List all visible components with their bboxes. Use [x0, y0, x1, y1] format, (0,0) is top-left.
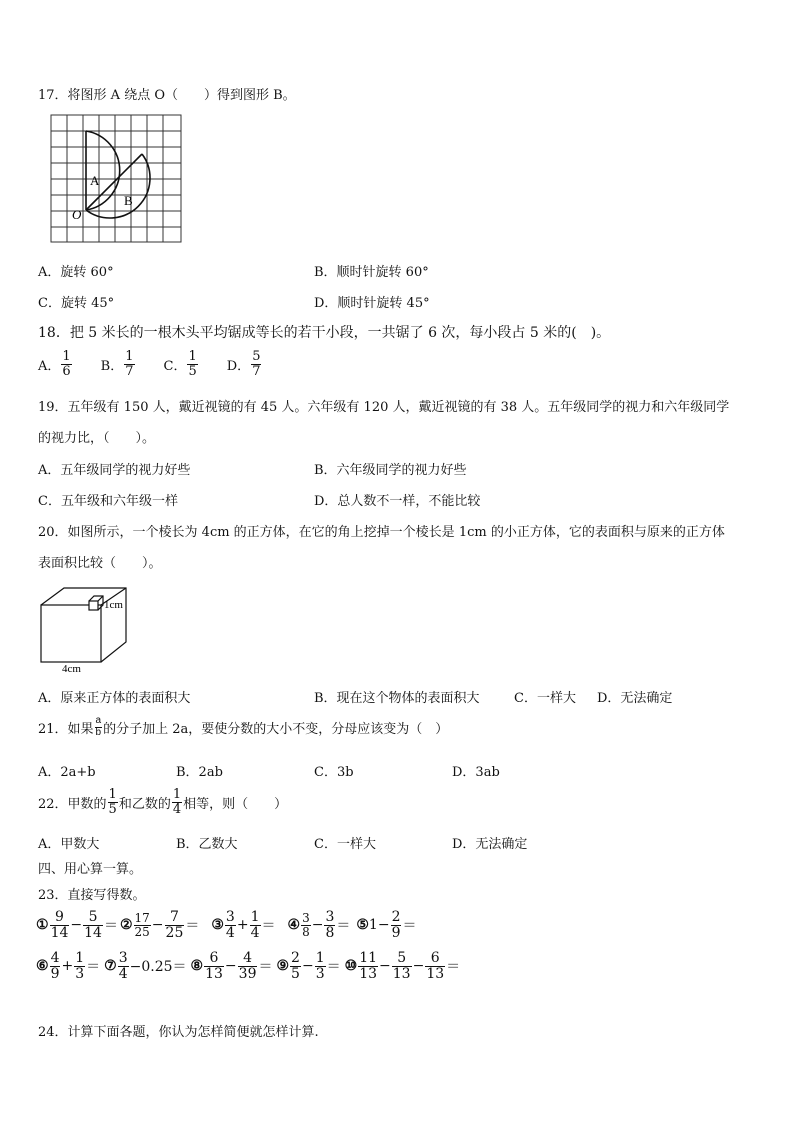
q22-option-d[interactable]: D．无法确定: [452, 837, 528, 852]
q20-label-1cm: 1cm: [104, 599, 123, 611]
q21-option-d[interactable]: D．3ab: [452, 765, 500, 780]
q18-options: [38, 350, 262, 378]
q20-option-c[interactable]: C．一样大: [514, 691, 576, 706]
q20-stem-line2: 表面积比较（ ）。: [38, 556, 162, 571]
q22-option-a[interactable]: A．甲数大: [38, 837, 100, 852]
q17-option-b[interactable]: B．顺时针旋转 60°: [314, 265, 429, 280]
q19-option-d[interactable]: D．总人数不一样，不能比较: [314, 494, 481, 509]
q20-option-d[interactable]: D．无法确定: [597, 691, 673, 706]
q23-row-1: [36, 910, 416, 940]
q23-expr-2: ② $\frac{17}{25}$ − $\frac{7}{25}$ ＝: [119, 909, 200, 941]
q22-option-b[interactable]: B．乙数大: [176, 837, 238, 852]
q19-option-a[interactable]: A．五年级同学的视力好些: [38, 463, 191, 478]
q18-option-a[interactable]: A． $\frac{1}{6}$: [38, 349, 71, 379]
q17-label-B: B: [124, 193, 133, 208]
q17-label-A: A: [90, 173, 100, 188]
q21-stem: 21．如果 $\frac{a}{b}$ 的分子加上 2a，要使分数的大小不变，分母应该变为（ ）: [38, 715, 449, 738]
q21-option-c[interactable]: C．3b: [314, 765, 354, 780]
q22-option-c[interactable]: C．一样大: [314, 837, 376, 852]
q18-option-c[interactable]: C． $\frac{1}{5}$: [163, 349, 197, 379]
q18-stem: 18．把 5 米长的一根木头平均锯成等长的若干小段，一共锯了 6 次，每小段占 5 米的( )。: [38, 325, 611, 341]
section-4-heading: 四、用心算一算。: [38, 862, 143, 877]
q17-option-d[interactable]: D．顺时针旋转 45°: [314, 296, 430, 311]
q23-expr-4: ④ $\frac{3}{8}$ − $\frac{3}{8}$ ＝: [287, 909, 351, 941]
q23-expr-1: ① $\frac{9}{14}$ − $\frac{5}{14}$ ＝: [36, 909, 118, 941]
q23-expr-10: ⑩ $\frac{11}{13}$ − $\frac{5}{13}$ − $\frac{6}{13}$ ＝: [344, 950, 461, 982]
q20-option-b[interactable]: B．现在这个物体的表面积大: [314, 691, 480, 706]
q21-option-a[interactable]: A．2a+b: [38, 765, 96, 780]
q23-row-2: [36, 951, 460, 981]
q23-expr-5: ⑤ 1− $\frac{2}{9}$ ＝: [356, 909, 417, 941]
q17-label-O: O: [72, 207, 82, 222]
q23-stem: 23．直接写得数。: [38, 888, 146, 903]
q17-option-a[interactable]: A．旋转 60°: [38, 265, 114, 280]
q20-option-a[interactable]: A．原来正方体的表面积大: [38, 691, 191, 706]
q23-expr-6: ⑥ $\frac{4}{9}$ + $\frac{1}{3}$ ＝: [36, 950, 101, 982]
q24-stem: 24．计算下面各题，你认为怎样简便就怎样计算.: [38, 1025, 319, 1040]
q23-expr-3: ③ $\frac{3}{4}$ + $\frac{1}{4}$ ＝: [211, 909, 276, 941]
q17-stem: 17．将图形 A 绕点 O（ ）得到图形 B。: [38, 88, 296, 103]
q20-stem-line1: 20．如图所示，一个棱长为 4cm 的正方体，在它的角上挖掉一个棱长是 1cm 的小正方体，它的表面积与原来的正方体: [38, 525, 725, 540]
q17-rotation-figure: [48, 113, 184, 245]
q20-cube-figure: [36, 585, 136, 675]
q23-expr-7: ⑦ $\frac{3}{4}$ −0.25＝: [104, 950, 187, 982]
q22-stem: 22．甲数的 $\frac{1}{5}$ 和乙数的 $\frac{1}{4}$ 相等，则（ ）: [38, 787, 288, 817]
q17-option-c[interactable]: C．旋转 45°: [38, 296, 115, 311]
q23-expr-8: ⑧ $\frac{6}{13}$ − $\frac{4}{39}$ ＝: [190, 950, 273, 982]
q18-option-b[interactable]: B． $\frac{1}{7}$: [100, 349, 134, 379]
q19-stem-line1: 19．五年级有 150 人，戴近视镜的有 45 人。六年级有 120 人，戴近视镜的有 38 人。五年级同学的视力和六年级同学: [38, 400, 730, 415]
q19-option-b[interactable]: B．六年级同学的视力好些: [314, 463, 467, 478]
q23-expr-9: ⑨ $\frac{2}{5}$ − $\frac{1}{3}$ ＝: [276, 950, 341, 982]
q20-label-4cm: 4cm: [62, 663, 81, 675]
q19-stem-line2: 的视力比，（ ）。: [38, 431, 156, 446]
q18-option-d[interactable]: D． $\frac{5}{7}$: [226, 349, 261, 379]
q19-option-c[interactable]: C．五年级和六年级一样: [38, 494, 178, 509]
q21-option-b[interactable]: B．2ab: [176, 765, 223, 780]
